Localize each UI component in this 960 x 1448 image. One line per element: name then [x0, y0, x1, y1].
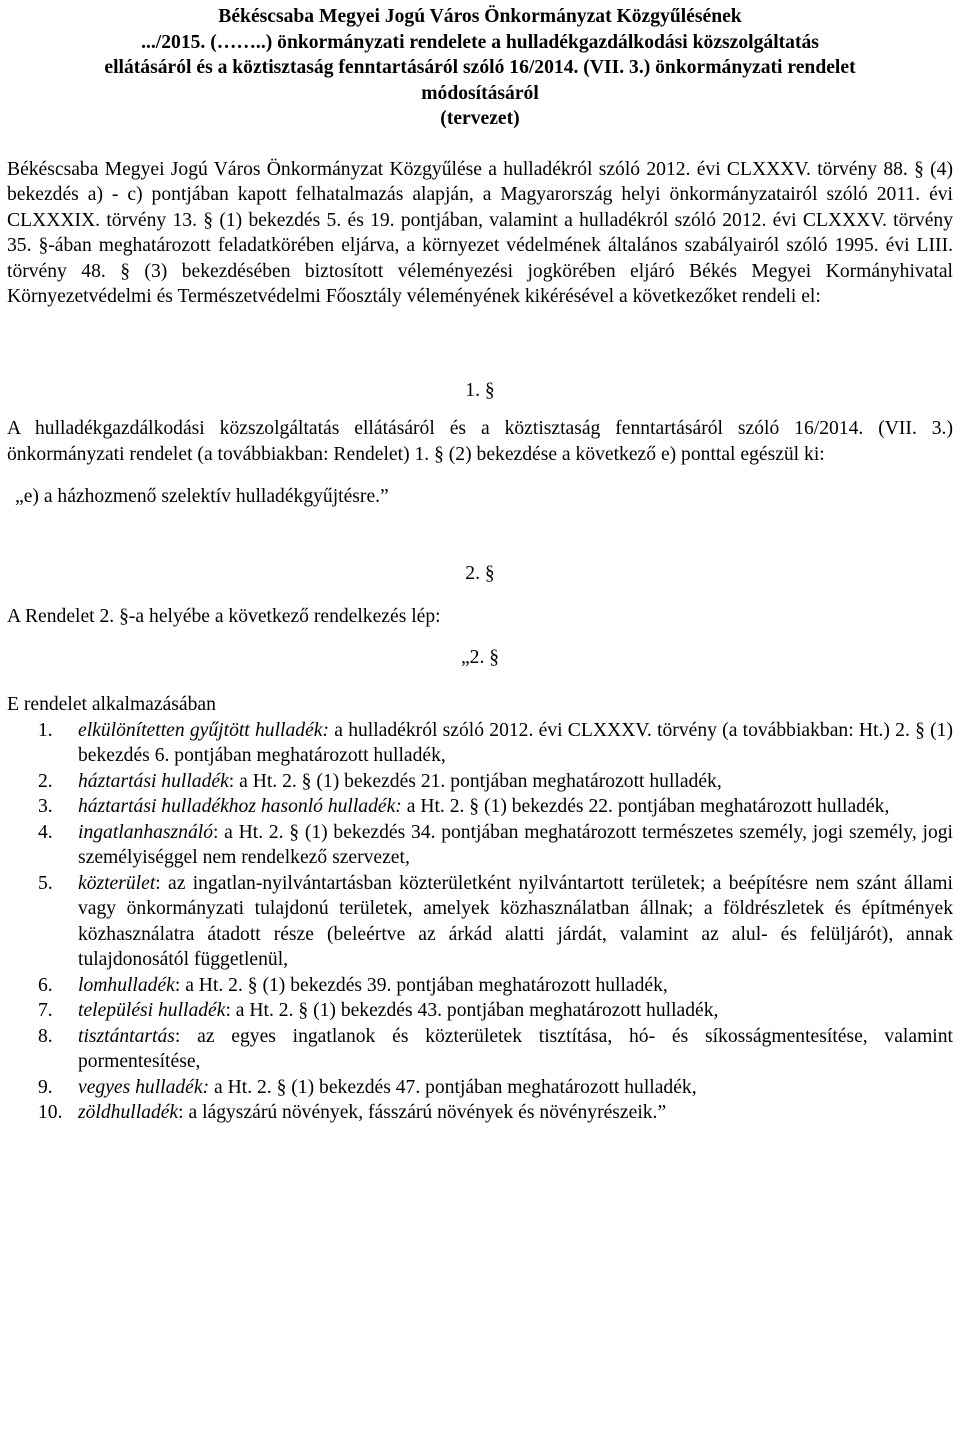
preamble-paragraph: Békéscsaba Megyei Jogú Város Önkormányzat Közgyűlése a hulladékról szóló 2012. évi CLXXXV. törvény 88. § (4) bekezdés a) - c) pontjában kapott felhatalmazás alapján, a Magyarország helyi önkormányzatairól szóló 2011. évi CLXXXIX. törvény 13. § (1) bekezdés 5. és 19. pontjában, valamint a hulladékról szóló 2012. évi CLXXXV. törvény 35. §-ában meghatározott feladatkörében eljárva, a környezet védelmének általános szabályairól szóló 1995. évi LIII. törvény 48. § (3) bekezdésében biztosított véleményezési jogkörében eljáró Békés Megyei Kormányhivatal Környezetvédelmi és Természetvédelmi Főosztály véleményének kikérésével a következőket rendeli el:: [7, 158, 953, 307]
title-line-4: módosításáról: [421, 82, 539, 104]
list-item: 10. zöldhulladék: a lágyszárú növények, fásszárú növények és növényrészeik.”: [38, 1102, 667, 1123]
title-line-2: .../2015. (……..) önkormányzati rendelete a hulladékgazdálkodási közszolgáltatás: [141, 31, 819, 53]
section-2-body: A Rendelet 2. §-a helyébe a következő rendelkezés lép:: [7, 606, 441, 627]
document-title: [7, 4, 953, 132]
definitions-intro: E rendelet alkalmazásában: [7, 694, 216, 715]
list-item: 7. települési hulladék: a Ht. 2. § (1) bekezdés 43. pontjában meghatározott hulladék,: [38, 1000, 719, 1021]
title-line-1: Békéscsaba Megyei Jogú Város Önkormányzat Közgyűlésének: [218, 6, 742, 27]
definitions-list: [7, 718, 953, 1126]
list-item: 8. tisztántartás: az egyes ingatlanok és közterületek tisztítása, hó- és síkosságmentesítése, valamint pormentesítése,: [38, 1025, 953, 1072]
list-item: 6. lomhulladék: a Ht. 2. § (1) bekezdés 39. pontjában meghatározott hulladék,: [38, 974, 668, 996]
section-1-number: 1. §: [465, 379, 495, 401]
section-2-number: 2. §: [465, 562, 495, 584]
list-item: 5. közterület: az ingatlan-nyilvántartásban közterületként nyilvántartott területek; a beépítésre nem szánt állami vagy önkormányzati tulajdonú területek, amelyek közhasználatban állnak; a földrészletek és építmények közhasználatra átadott része (beleértve az árkád alatti járdát, valamint az alul- és felüljárót), annak tulajdonosától függetlenül,: [38, 872, 953, 970]
section-1-quote: „e) a házhozmenő szelektív hulladékgyűjtésre.”: [15, 486, 389, 507]
list-item: 1. elkülönítetten gyűjtött hulladék: a hulladékról szóló 2012. évi CLXXXV. törvény (a továbbiakban: Ht.) 2. § (1) bekezdés 6. pontjában meghatározott hulladék,: [38, 719, 953, 766]
title-line-5: (tervezet): [440, 108, 520, 129]
title-line-3: ellátásáról és a köztisztaság fenntartásáról szóló 16/2014. (VII. 3.) önkormányzati rendelet: [104, 57, 856, 78]
list-item: 9. vegyes hulladék: a Ht. 2. § (1) bekezdés 47. pontjában meghatározott hulladék,: [38, 1076, 697, 1098]
section-2-inner-number: „2. §: [460, 646, 500, 668]
list-item: 4. ingatlanhasználó: a Ht. 2. § (1) bekezdés 34. pontjában meghatározott természetes személy, jogi személy, jogi személyiséggel nem rendelkező szervezet,: [38, 821, 953, 868]
list-item: 2. háztartási hulladék: a Ht. 2. § (1) bekezdés 21. pontjában meghatározott hulladék,: [38, 770, 722, 792]
section-1-body: A hulladékgazdálkodási közszolgáltatás ellátásáról és a köztisztaság fenntartásáról szóló 16/2014. (VII. 3.) önkormányzati rendelet (a továbbiakban: Rendelet) 1. § (2) bekezdése a következő e) ponttal egészül ki:: [7, 418, 953, 465]
list-item: 3. háztartási hulladékhoz hasonló hulladék: a Ht. 2. § (1) bekezdés 22. pontjában meghatározott hulladék,: [38, 796, 890, 817]
